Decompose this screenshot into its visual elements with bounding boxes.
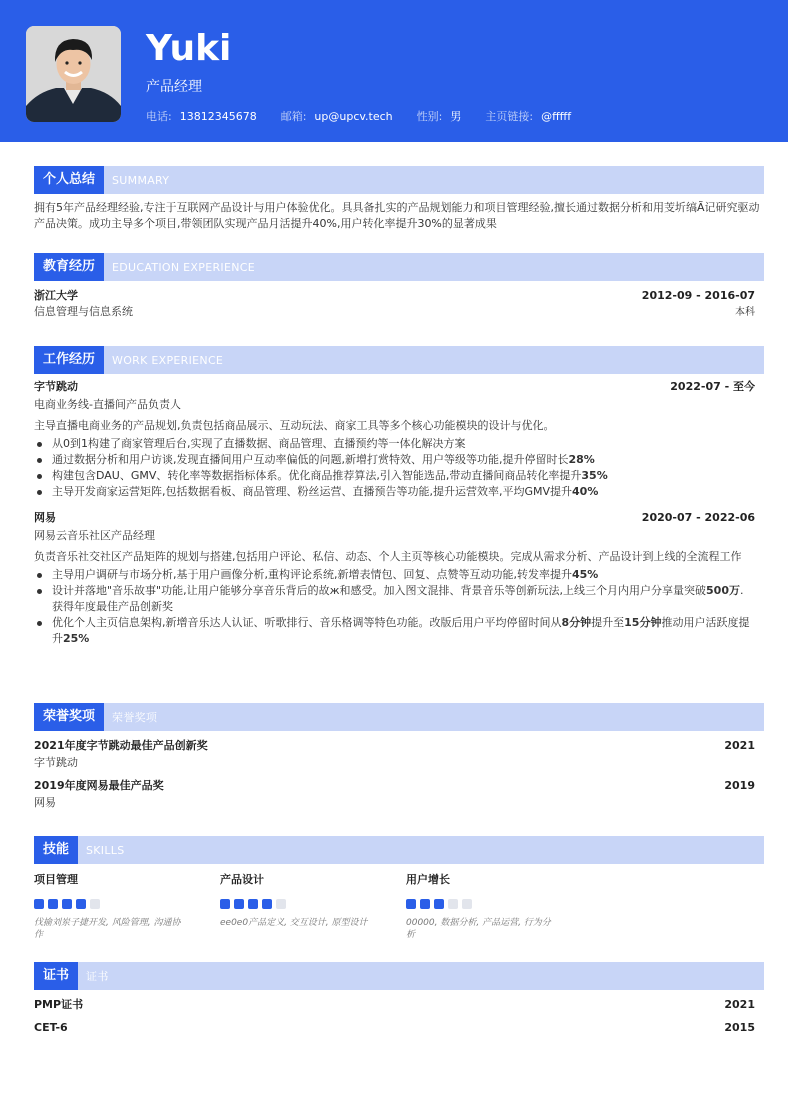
achievement-text: 通过数据分析和用户访谈,发现直播间用户互动率偏低的问题,新增打赏特效、用户等级等功能,提升停留时长 — [52, 453, 569, 466]
section-title: 个人总结 — [34, 166, 104, 194]
achievement-item — [34, 452, 764, 468]
job-position: 网易云音乐社区产品经理 — [34, 529, 155, 542]
honor-name: 2021年度字节跳动最佳产品创新奖 — [34, 739, 208, 752]
contact-info — [146, 110, 595, 124]
skill-level-square — [262, 899, 272, 909]
achievement-highlight: 15分钟 — [624, 616, 662, 629]
achievement-item — [34, 484, 764, 500]
achievement-item — [34, 615, 754, 647]
job-description: 主导直播电商业务的产品规划,负责包括商品展示、互动玩法、商家工具等多个核心功能模块的设计与优化。 — [34, 419, 555, 432]
skill-level-square — [48, 899, 58, 909]
skill-level-square — [462, 899, 472, 909]
job-description: 负责音乐社交社区产品矩阵的规划与搭建,包括用户评论、私信、动态、个人主页等核心功能模块。完成从需求分析、产品设计到上线的全流程工作 — [34, 550, 742, 563]
achievement-text: 优化个人主页信息架构,新增音乐达人认证、听歌排行、音乐格调等特色功能。改版后用户平均停留时间从 — [52, 616, 562, 629]
honor-item — [34, 777, 764, 811]
job-item — [34, 509, 764, 647]
achievement-highlight: 45% — [571, 568, 599, 581]
skill-level-square — [434, 899, 444, 909]
honor-org: 字节跳动 — [34, 756, 78, 769]
job-achievements — [34, 567, 764, 647]
achievement-highlight: 8分钟 — [561, 616, 592, 629]
contact-email — [281, 110, 393, 124]
certificate-year: 2015 — [724, 1021, 755, 1034]
section-header — [34, 703, 764, 731]
contact-label: 性别: — [416, 110, 443, 123]
skill-level-square — [406, 899, 416, 909]
honor-name: 2019年度网易最佳产品奖 — [34, 779, 164, 792]
education-section — [34, 253, 764, 321]
skill-level-square — [76, 899, 86, 909]
skill-item — [220, 871, 406, 941]
job-dates: 2022-07 - 至今 — [670, 380, 755, 393]
section-title: 技能 — [34, 836, 78, 864]
certificate-item — [34, 996, 764, 1013]
achievement-tail: .获得年度最佳产品创新奖 — [52, 584, 744, 613]
certificate-item — [34, 1019, 764, 1036]
contact-value: 男 — [450, 110, 462, 123]
profile-photo — [26, 26, 121, 122]
skill-description: ee0e0产品定义, 交互设计, 原型设计 — [220, 918, 368, 928]
summary-text: 拥有5年产品经理经验,专注于互联网产品设计与用户体验优化。具具备扎实的产品规划能力和项目管理经验,擅长通过数据分析和用芰圻缟Ã记研究驱动产品决策。成功主导多个项目,带领团队实现产品月活提升40%,用户转化率提升30%的显著成果 — [34, 201, 760, 230]
contact-label: 邮箱: — [280, 110, 307, 123]
education-degree: 本科 — [735, 307, 755, 318]
section-title: 证书 — [34, 962, 78, 990]
skill-level — [220, 899, 406, 909]
skill-level — [34, 899, 220, 909]
section-title: 荣誉奖项 — [34, 703, 104, 731]
achievement-highlight: 28% — [568, 453, 595, 466]
skill-level-square — [90, 899, 100, 909]
achievement-highlight: 40% — [572, 485, 599, 498]
section-header — [34, 836, 764, 864]
education-dates: 2012-09 - 2016-07 — [641, 289, 755, 302]
achievement-highlight: 500万 — [706, 584, 740, 597]
achievement-highlight: 25% — [63, 632, 90, 645]
candidate-title: 产品经理 — [146, 79, 202, 95]
skill-level-square — [34, 899, 44, 909]
job-achievements — [34, 436, 764, 500]
section-header — [34, 253, 764, 281]
skill-item — [34, 871, 220, 941]
contact-homepage — [485, 110, 571, 124]
honor-year: 2019 — [724, 779, 755, 792]
skill-level-square — [448, 899, 458, 909]
work-section — [34, 346, 764, 647]
job-item — [34, 378, 764, 500]
certificate-name: PMP证书 — [34, 998, 84, 1011]
contact-phone — [146, 110, 257, 124]
honors-section — [34, 703, 764, 811]
skill-name: 产品设计 — [220, 873, 264, 886]
achievement-item — [34, 468, 764, 484]
achievement-mid: 提升至 — [591, 616, 625, 629]
section-subtitle: 荣誉奖项 — [112, 711, 158, 724]
contact-label: 电话: — [146, 110, 172, 123]
achievement-text: 从0到1构建了商家管理后台,实现了直播数据、商品管理、直播预约等一体化解决方案 — [52, 437, 466, 450]
achievement-highlight: 35% — [581, 469, 608, 482]
education-item — [34, 287, 764, 321]
company-name: 网易 — [34, 511, 56, 524]
skills-section — [34, 836, 764, 941]
honor-item — [34, 737, 764, 771]
contact-value[interactable]: up@upcv.tech — [314, 110, 393, 123]
contact-label: 主页链接: — [485, 110, 534, 123]
skill-level-square — [220, 899, 230, 909]
achievement-item — [34, 583, 754, 615]
achievement-item — [34, 436, 764, 452]
achievement-tail: 推动用户活跃度提升 — [52, 616, 750, 645]
job-dates: 2020-07 - 2022-06 — [641, 511, 755, 524]
section-subtitle: SKILLS — [86, 843, 125, 857]
education-major: 信息管理与信息系统 — [34, 305, 133, 318]
achievement-item — [34, 567, 754, 583]
section-title: 教育经历 — [34, 253, 104, 281]
contact-value: 13812345678 — [179, 110, 257, 123]
skill-name: 用户增长 — [406, 873, 450, 886]
skill-level-square — [234, 899, 244, 909]
job-position: 电商业务线-直播间产品负责人 — [34, 398, 181, 411]
section-header — [34, 166, 764, 194]
certificates-section — [34, 962, 764, 1036]
section-subtitle: 证书 — [86, 970, 109, 983]
achievement-text: 设计并落地"音乐故事"功能,让用户能够分享音乐背后的故ж和感受。加入图文混排、背景音乐等创新玩法,上线三个月内用户分享量突破 — [52, 584, 707, 597]
skill-item — [406, 871, 592, 941]
company-name: 字节跳动 — [34, 380, 78, 393]
skill-description: 伐揄刘岽子捷开发, 风险管理, 沟通协作 — [34, 918, 181, 940]
resume-header — [0, 0, 788, 142]
contact-value[interactable]: @fffff — [541, 110, 572, 123]
achievement-text: 主导开发商家运营矩阵,包括数据看板、商品管理、粉丝运营、直播预告等功能,提升运营效率,平均GMV提升 — [52, 485, 573, 498]
section-title: 工作经历 — [34, 346, 104, 374]
section-subtitle: EDUCATION EXPERIENCE — [112, 260, 255, 274]
section-header — [34, 962, 764, 990]
candidate-name: Yuki — [146, 28, 232, 69]
skills-list — [34, 871, 764, 941]
summary-section — [34, 166, 764, 232]
achievement-text: 主导用户调研与市场分析,基于用户画像分析,重构评论系统,新增表情包、回复、点赞等互动功能,转发率提升 — [52, 568, 572, 581]
achievement-text: 构建包含DAU、GMV、转化率等数据指标体系。优化商品推荐算法,引入智能选品,带动直播间商品转化率提升 — [52, 469, 582, 482]
section-subtitle: WORK EXPERIENCE — [112, 353, 224, 367]
skill-level-square — [420, 899, 430, 909]
honor-year: 2021 — [724, 739, 755, 752]
section-header — [34, 346, 764, 374]
contact-gender — [417, 110, 462, 124]
school-name: 浙江大学 — [34, 289, 78, 302]
skill-name: 项目管理 — [34, 873, 78, 886]
skill-level — [406, 899, 592, 909]
skill-level-square — [62, 899, 72, 909]
certificate-name: CET-6 — [34, 1021, 68, 1034]
honor-org: 网易 — [34, 796, 56, 809]
skill-description: 00000, 数据分析, 产品运营, 行为分析 — [406, 918, 551, 940]
certificate-year: 2021 — [724, 998, 755, 1011]
skill-level-square — [276, 899, 286, 909]
skill-level-square — [248, 899, 258, 909]
section-subtitle: SUMMARY — [112, 173, 170, 187]
